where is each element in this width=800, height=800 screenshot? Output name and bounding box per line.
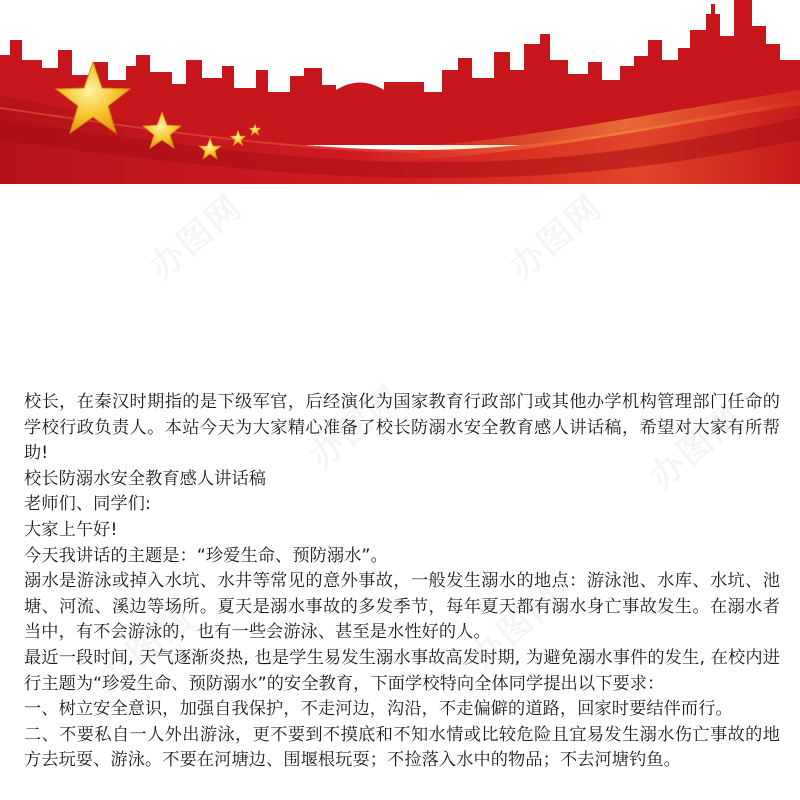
requirement-item: 二、不要私自一人外出游泳，更不要到不摸底和不知水情或比较危险且宜易发生溺水伤亡事故的地方去玩耍、游泳。不要在河塘边、围堰根玩耍；不捡落入水中的物品；不去河塘钓鱼。 [24,724,780,771]
greeting: 大家上午好! [24,519,118,540]
watermark-text [137,181,251,288]
body-paragraph: 最近一段时间, 天气逐渐炎热, 也是学生易发生溺水事故高发时期, 为避免溺水事件的发生, 在校内进行主题为“珍爱生命、预防溺水”的安全教育，下面学校特向全体同学提出以下要求： [24,647,780,694]
requirement-item: 一、树立安全意识，加强自我保护，不走河边，沟沿，不走偏僻的道路，回家时要结伴而行。 [24,699,733,720]
intro-paragraph: 校长，在秦汉时期指的是下级军官，后经演化为国家教育行政部门或其他办学机构管理部门任命的学校行政负责人。本站今天为大家精心准备了校长防溺水安全教育感人讲话稿，希望对大家有所帮助! [24,392,780,464]
body-paragraph: 溺水是游泳或掉入水坑、水井等常见的意外事故，一般发生溺水的地点：游泳池、水库、水坑、池塘、河流、溪边等场所。夏天是溺水事故的多发季节，每年夏天都有溺水身亡事故发生。在溺水者当中，有不会游泳的，也有一些会游泳、甚至是水性好的人。 [24,571,780,643]
theme-statement: 今天我讲话的主题是：“珍爱生命、预防溺水”。 [24,545,388,566]
header-banner [0,0,800,190]
watermark-text [497,181,611,288]
skyline-banner-graphic [0,0,800,190]
speech-title: 校长防溺水安全教育感人讲话稿 [24,468,267,489]
article-body [24,390,780,774]
salutation: 老师们、同学们: [24,494,151,515]
